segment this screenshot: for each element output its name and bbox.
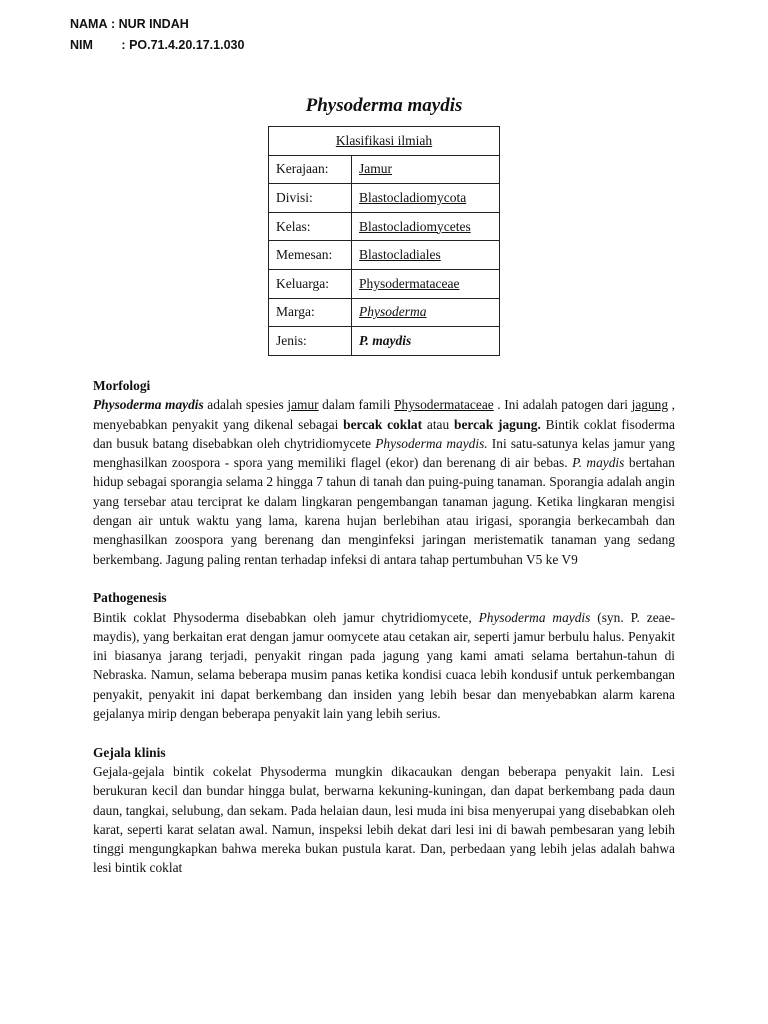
table-row xyxy=(269,241,500,270)
nim-value: PO.71.4.20.17.1.030 xyxy=(129,38,245,52)
nama-label: NAMA xyxy=(70,17,108,31)
table-row xyxy=(269,269,500,298)
row-key: Keluarga: xyxy=(269,269,352,298)
table-row xyxy=(269,184,500,213)
morfologi-heading: Morfologi xyxy=(93,378,151,393)
row-key: Marga: xyxy=(269,298,352,327)
row-value-link[interactable]: Blastocladiomycota xyxy=(352,184,500,213)
table-row xyxy=(269,212,500,241)
row-key: Jenis: xyxy=(269,327,352,356)
nim-label: NIM xyxy=(70,38,93,52)
gejala-heading: Gejala klinis xyxy=(93,744,166,760)
row-value-link[interactable]: Blastocladiomycetes xyxy=(352,212,500,241)
student-header xyxy=(70,14,244,56)
nama-value: NUR INDAH xyxy=(118,17,189,31)
nim-separator: : xyxy=(111,38,130,52)
classification-heading: Klasifikasi ilmiah xyxy=(269,127,500,156)
nama-line xyxy=(70,14,244,35)
pathogenesis-heading: Pathogenesis xyxy=(93,590,167,606)
row-value-link[interactable]: Physodermataceae xyxy=(352,269,500,298)
row-key: Kelas: xyxy=(269,212,352,241)
table-row xyxy=(269,327,500,356)
row-value: P. maydis xyxy=(352,327,500,356)
document-body xyxy=(93,376,675,878)
table-row xyxy=(269,298,500,327)
row-value-link[interactable]: Blastocladiales xyxy=(352,241,500,270)
morfologi-paragraph: Physoderma maydis adalah spesies jamur dalam famili Physodermataceae . Ini adalah patogen dari jagung , menyebabkan penyakit yang dikenal sebagai bercak coklat atau bercak jagung. Bintik coklat fisoderma dan busuk batang disebabkan oleh chytridiomycete Physoderma maydis. Ini satu-satunya kelas jamur yang menghasilkan zoospora - spora yang memiliki flagel (ekor) dan berenang di air bebas. P. maydis bertahan hidup sebagai sporangia selama 2 hingga 7 tahun di tanah dan puing-puing tanaman. Sporangia adalah angin yang tersebar atau terciprat ke dalam lingkaran pengembangan tanaman jagung. Ketika lingkaran mengisi dengan air untuk waktu yang lama, karena hujan berlebihan atau irigasi, sporangia berkecambah dan menghasilkan zoospora yang berenang dan menginfeksi jaringan meristematik tanaman yang sedang berkembang. Jagung paling rentan terhadap infeksi di antara tahap pertumbuhan V5 ke V9 xyxy=(93,397,676,567)
classification-heading-row xyxy=(269,127,500,156)
row-key: Divisi: xyxy=(269,184,352,213)
link-physodermataceae[interactable]: Physodermataceae xyxy=(394,397,494,413)
row-value-link[interactable]: Physoderma xyxy=(352,298,500,327)
row-value-link[interactable]: Jamur xyxy=(352,155,500,184)
link-jagung[interactable]: jagung xyxy=(631,397,669,413)
table-row xyxy=(269,155,500,184)
row-key: Kerajaan: xyxy=(269,155,352,184)
nim-line xyxy=(70,35,244,56)
page-title: Physoderma maydis xyxy=(305,95,463,116)
row-key: Memesan: xyxy=(269,241,352,270)
pathogenesis-paragraph: Bintik coklat Physoderma disebabkan oleh jamur chytridiomycete, Physoderma maydis (syn. P. zeae-maydis), yang berkaitan erat dengan jamur oomycete atau cetakan air, seperti jamur berbulu halus. Penyakit ini biasanya jarang terjadi, penyakit ringan pada jagung yang kami amati selama bertahun-tahun di Nebraska. Namun, selama beberapa musim panas ketika kondisi cuaca lebih kondusif untuk perkembangan penyakit, penyakit ini dapat berkembang dan insiden yang lebih besar dan menyebabkan alarm karena gejalanya mirip dengan beberapa penyakit lain yang lebih serius. xyxy=(93,609,676,722)
gejala-paragraph: Gejala-gejala bintik cokelat Physoderma mungkin dikacaukan dengan beberapa penyakit lain. Lesi berukuran kecil dan bundar hingga bulat, berwarna kekuning-kuningan, dan dapat berkembang pada daun daun, tangkai, selubung, dan sekam. Pada helaian daun, lesi muda ini bisa menyerupai yang disebabkan oleh karat, seperti karat selatan awal. Namun, inspeksi lebih dekat dari lesi ini di bawah pembesaran yang lebih tinggi mengungkapkan bahwa mereka bukan pustula karat. Dan, perbedaan yang lebih jelas adalah bahwa lesi bintik coklat xyxy=(93,763,675,876)
classification-table xyxy=(268,126,500,356)
link-jamur[interactable]: jamur xyxy=(287,397,319,413)
nama-separator: : xyxy=(107,17,119,31)
